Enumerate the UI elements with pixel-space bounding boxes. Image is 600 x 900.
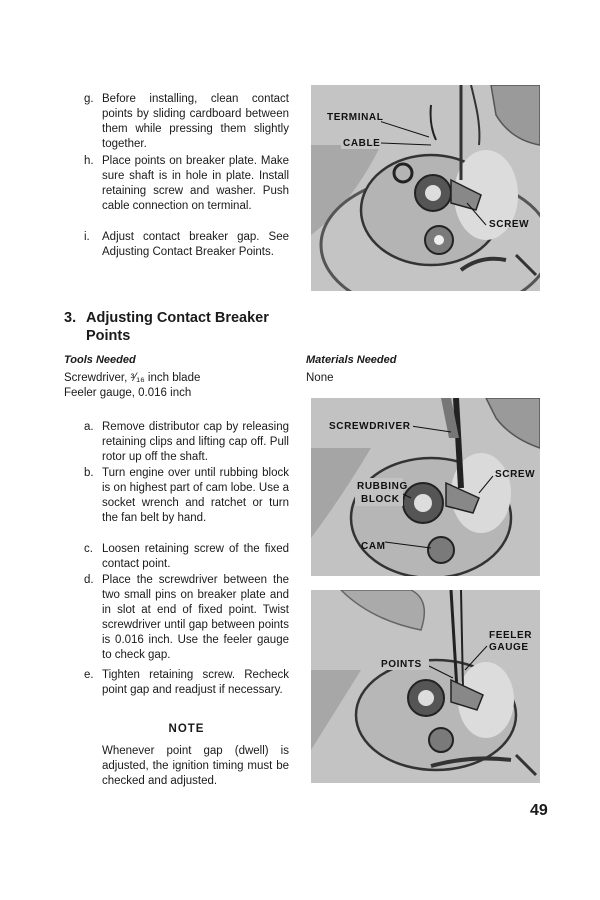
step-e [84, 668, 289, 698]
label-rubbing: RUBBING [357, 481, 408, 492]
step-g [84, 92, 289, 152]
label-gauge: GAUGE [489, 642, 529, 653]
step-letter: b. [84, 467, 94, 479]
step-text: Place the screwdriver between the two small pins on breaker plate and in slot at end of fixed point. Twist screwdriver until gap between points is 0.016 inch. Use the feeler gauge to check gap. [102, 574, 289, 661]
tools-heading: Tools Needed [64, 354, 136, 366]
label-points: POINTS [381, 659, 422, 670]
figure-illustration [311, 590, 540, 783]
figure-screwdriver-adjustment [311, 398, 540, 576]
label-screw: SCREW [489, 219, 530, 230]
materials-item: None [306, 372, 334, 384]
step-a [84, 420, 289, 465]
figure-illustration [311, 85, 540, 291]
materials-heading: Materials Needed [306, 354, 397, 366]
step-letter: g. [84, 93, 94, 105]
section-title: Adjusting Contact Breaker Points [86, 310, 269, 344]
label-cam: CAM [361, 541, 386, 552]
step-text: Remove distributor cap by releasing retaining clips and lifting cap off. Pull rotor up off the shaft. [102, 421, 289, 463]
step-letter: h. [84, 155, 94, 167]
section-heading [64, 309, 284, 345]
label-cable: CABLE [343, 138, 381, 149]
step-letter: e. [84, 669, 94, 681]
step-text: Adjust contact breaker gap. See Adjusting Contact Breaker Points. [102, 231, 289, 258]
step-text: Turn engine over until rubbing block is on highest part of cam lobe. Use a socket wrench and ratchet or turn the fan belt by hand. [102, 467, 289, 524]
label-screw: SCREW [495, 469, 536, 480]
step-i [84, 230, 289, 260]
page-number: 49 [530, 802, 548, 819]
label-feeler: FEELER [489, 630, 533, 641]
step-text: Before installing, clean contact points by sliding cardboard between them while pressing them slightly together. [102, 93, 289, 150]
figure-feeler-gauge-check [311, 590, 540, 783]
step-text: Place points on breaker plate. Make sure shaft is in hole in plate. Install retaining screw and washer. Push cable connection on terminal. [102, 155, 289, 212]
step-letter: i. [84, 231, 90, 243]
step-b [84, 466, 289, 526]
label-screwdriver: SCREWDRIVER [329, 421, 411, 432]
section-number: 3. [64, 310, 77, 326]
figure-breaker-points-install [311, 85, 540, 291]
step-d [84, 573, 289, 663]
step-letter: d. [84, 574, 94, 586]
figure-illustration [311, 398, 540, 576]
step-c [84, 542, 289, 572]
tools-item: Feeler gauge, 0.016 inch [64, 387, 192, 399]
step-text: Loosen retaining screw of the fixed contact point. [102, 543, 289, 570]
note-body: Whenever point gap (dwell) is adjusted, the ignition timing must be checked and adjusted. [102, 745, 289, 787]
label-block: BLOCK [361, 494, 400, 505]
step-letter: a. [84, 421, 94, 433]
step-h [84, 154, 289, 214]
step-letter: c. [84, 543, 93, 555]
step-text: Tighten retaining screw. Recheck point gap and readjust if necessary. [102, 669, 289, 696]
note-title: NOTE [168, 723, 205, 735]
label-terminal: TERMINAL [327, 112, 384, 123]
tools-item: Screwdriver, ³⁄₁₆ inch blade [64, 372, 201, 384]
